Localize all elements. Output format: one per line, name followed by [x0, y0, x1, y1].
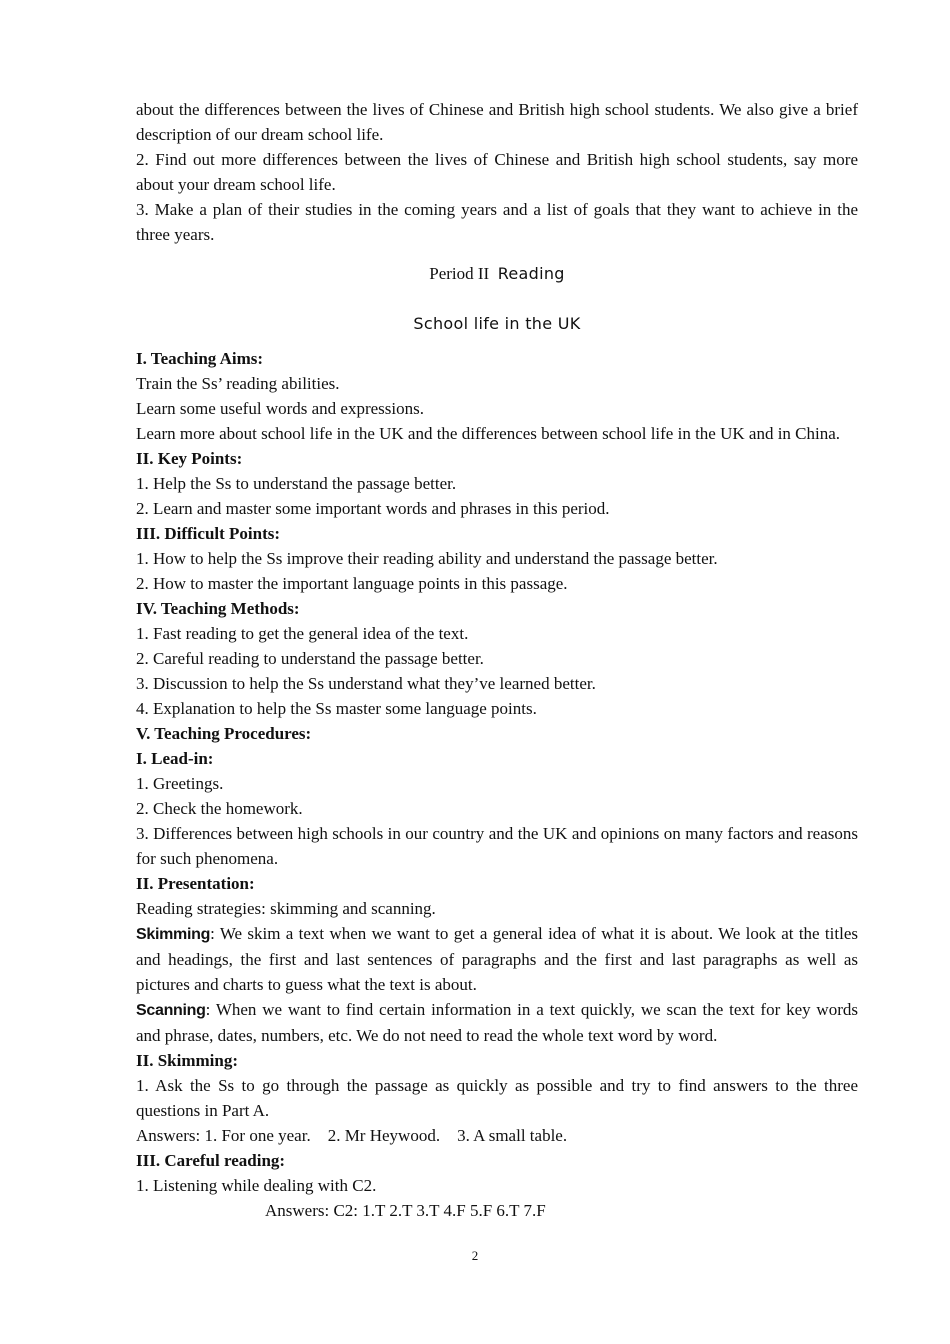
teaching-aims-heading: I. Teaching Aims: [136, 349, 264, 368]
method-item: 3. Discussion to help the Ss understand what they’ve learned better. [136, 674, 596, 693]
presentation-heading: II. Presentation: [136, 874, 255, 893]
intro-paragraph-2: 2. Find out more differences between the lives of Chinese and British high school students, say more about your dream school life. [136, 150, 858, 194]
lead-in-heading: I. Lead-in: [136, 749, 214, 768]
careful-reading-answers: Answers: C2: 1.T 2.T 3.T 4.F 5.F 6.T 7.F [265, 1201, 546, 1220]
difficult-point-item: 1. How to help the Ss improve their reading ability and understand the passage better. [136, 549, 718, 568]
lead-in-item: 2. Check the homework. [136, 799, 303, 818]
period-name: Reading [497, 264, 565, 283]
method-item: 2. Careful reading to understand the passage better. [136, 649, 484, 668]
method-item: 4. Explanation to help the Ss master some language points. [136, 699, 537, 718]
lead-in-item: 3. Differences between high schools in our country and the UK and opinions on many factors and reasons for such phenomena. [136, 824, 858, 868]
careful-reading-task: 1. Listening while dealing with C2. [136, 1176, 377, 1195]
scanning-term: Scanning [136, 1002, 206, 1019]
scanning-text: : When we want to find certain information in a text quickly, we scan the text for key words and phrase, dates, numbers, etc. We do not need to read the whole text word by word. [136, 1000, 858, 1045]
lesson-subtitle: School life in the UK [413, 314, 581, 333]
skimming-answers: Answers: 1. For one year. 2. Mr Heywood. 3. A small table. [136, 1126, 568, 1145]
aim-item: Train the Ss’ reading abilities. [136, 374, 340, 393]
key-points-heading: II. Key Points: [136, 449, 243, 468]
presentation-intro: Reading strategies: skimming and scanning. [136, 899, 436, 918]
skimming-text: : We skim a text when we want to get a general idea of what it is about. We look at the titles and headings, the first and last sentences of paragraphs and the first and last paragraphs as well as pictures and charts to guess what the text is about. [136, 924, 858, 994]
difficult-points-heading: III. Difficult Points: [136, 524, 281, 543]
intro-paragraph-3: 3. Make a plan of their studies in the coming years and a list of goals that they want to achieve in the three years. [136, 200, 858, 244]
scanning-definition [136, 997, 858, 1048]
teaching-procedures-heading: V. Teaching Procedures: [136, 724, 312, 743]
period-label: Period II [429, 264, 490, 283]
lead-in-item: 1. Greetings. [136, 774, 224, 793]
teaching-methods-heading: IV. Teaching Methods: [136, 599, 300, 618]
document-body [136, 97, 858, 1223]
aim-item: Learn some useful words and expressions. [136, 399, 424, 418]
key-point-item: 2. Learn and master some important words and phrases in this period. [136, 499, 610, 518]
aim-item: Learn more about school life in the UK and the differences between school life in the UK and in China. [136, 424, 841, 443]
intro-paragraph-1: about the differences between the lives of Chinese and British high school students. We also give a brief description of our dream school life. [136, 100, 858, 144]
key-point-item: 1. Help the Ss to understand the passage better. [136, 474, 457, 493]
skimming-term: Skimming [136, 926, 211, 943]
difficult-point-item: 2. How to master the important language points in this passage. [136, 574, 568, 593]
skimming-heading: II. Skimming: [136, 1051, 239, 1070]
careful-reading-heading: III. Careful reading: [136, 1151, 286, 1170]
period-title [136, 261, 858, 286]
page-number: 2 [471, 1248, 479, 1263]
skimming-task: 1. Ask the Ss to go through the passage as quickly as possible and try to find answers to the three questions in Part A. [136, 1076, 858, 1120]
method-item: 1. Fast reading to get the general idea of the text. [136, 624, 469, 643]
skimming-definition [136, 921, 858, 997]
